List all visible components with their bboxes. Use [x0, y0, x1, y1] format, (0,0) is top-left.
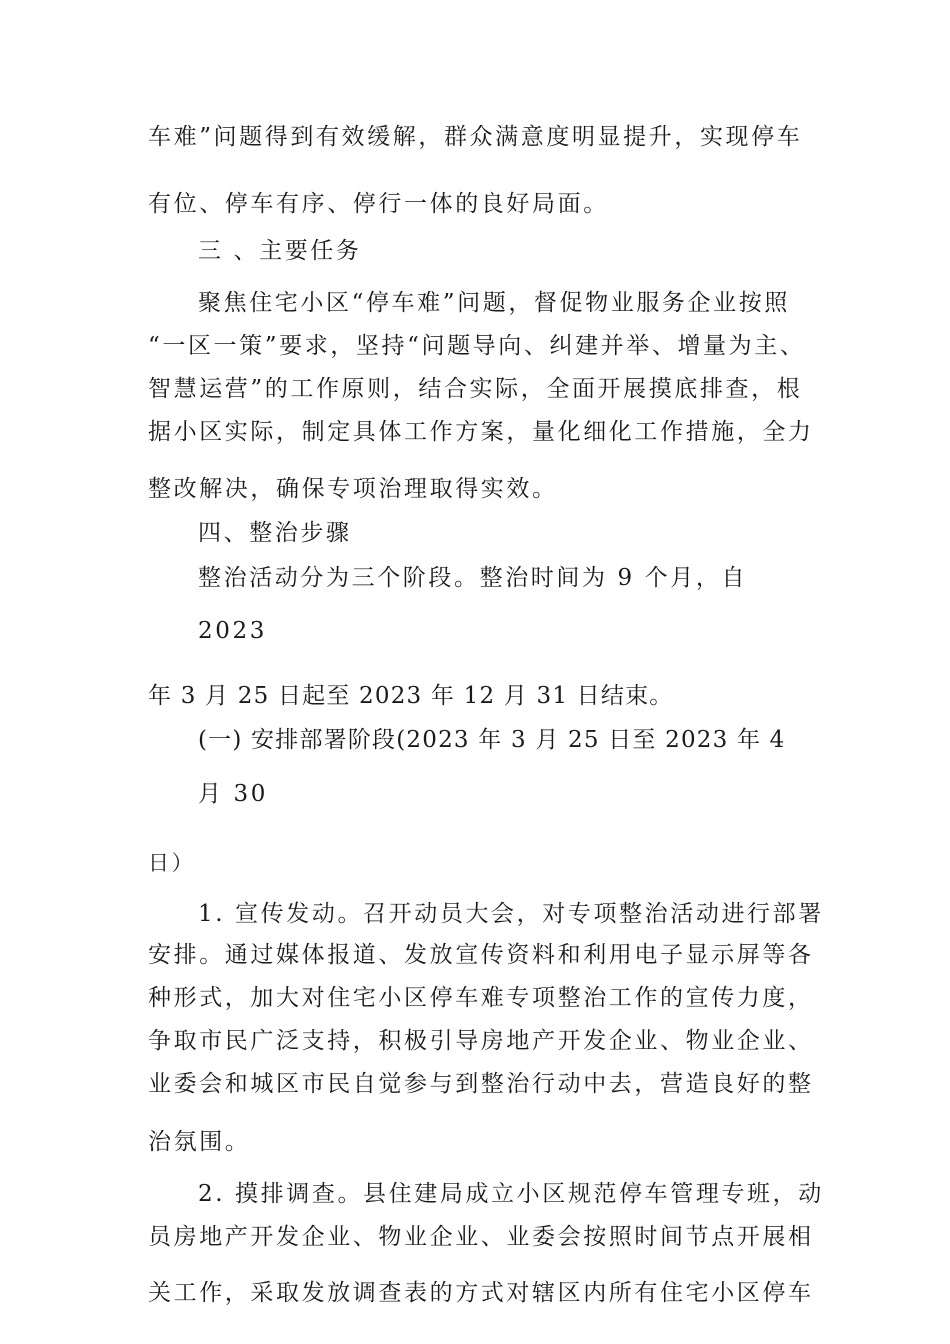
body-line: “一区一策”要求，坚持“问题导向、纠建并举、增量为主、: [148, 333, 806, 359]
subsection-heading: (一) 安排部署阶段(2023 年 3 月 25 日至 2023 年 4: [198, 727, 786, 753]
body-line: 有位、停车有序、停行一体的良好局面。: [148, 191, 609, 217]
body-line: 治氛围。: [148, 1129, 251, 1155]
body-line: 整治活动分为三个阶段。整治时间为 9 个月，自: [198, 565, 748, 591]
body-line: 月 30: [198, 781, 268, 807]
body-line: 员房地产开发企业、物业企业、业委会按照时间节点开展相: [148, 1224, 814, 1250]
body-line: 整改解决，确保专项治理取得实效。: [148, 476, 558, 502]
body-line: 聚焦住宅小区“停车难”问题，督促物业服务企业按照: [198, 290, 790, 316]
body-line: 争取市民广泛支持，积极引导房地产开发企业、物业企业、: [148, 1028, 814, 1054]
body-line: 智慧运营”的工作原则，结合实际，全面开展摸底排查，根: [148, 376, 803, 402]
body-line: 日）: [148, 851, 196, 875]
body-line: 年 3 月 25 日起至 2023 年 12 月 31 日结束。: [148, 683, 674, 709]
body-line: 据小区实际，制定具体工作方案，量化细化工作措施，全力: [148, 419, 814, 445]
section-heading: 三 、主要任务: [198, 238, 362, 264]
body-line: 2. 摸排调查。县住建局成立小区规范停车管理专班，动: [198, 1181, 824, 1207]
body-line: 2023: [198, 618, 267, 644]
body-line: 车难”问题得到有效缓解，群众满意度明显提升，实现停车: [148, 124, 803, 150]
section-heading: 四、整治步骤: [198, 520, 352, 546]
body-line: 关工作，采取发放调查表的方式对辖区内所有住宅小区停车: [148, 1280, 814, 1306]
body-line: 种形式，加大对住宅小区停车难专项整治工作的宣传力度，: [148, 985, 814, 1011]
body-line: 1. 宣传发动。召开动员大会，对专项整治活动进行部署: [198, 901, 824, 927]
body-line: 安排。通过媒体报道、发放宣传资料和利用电子显示屏等各: [148, 942, 814, 968]
body-line: 业委会和城区市民自觉参与到整治行动中去，营造良好的整: [148, 1071, 814, 1097]
